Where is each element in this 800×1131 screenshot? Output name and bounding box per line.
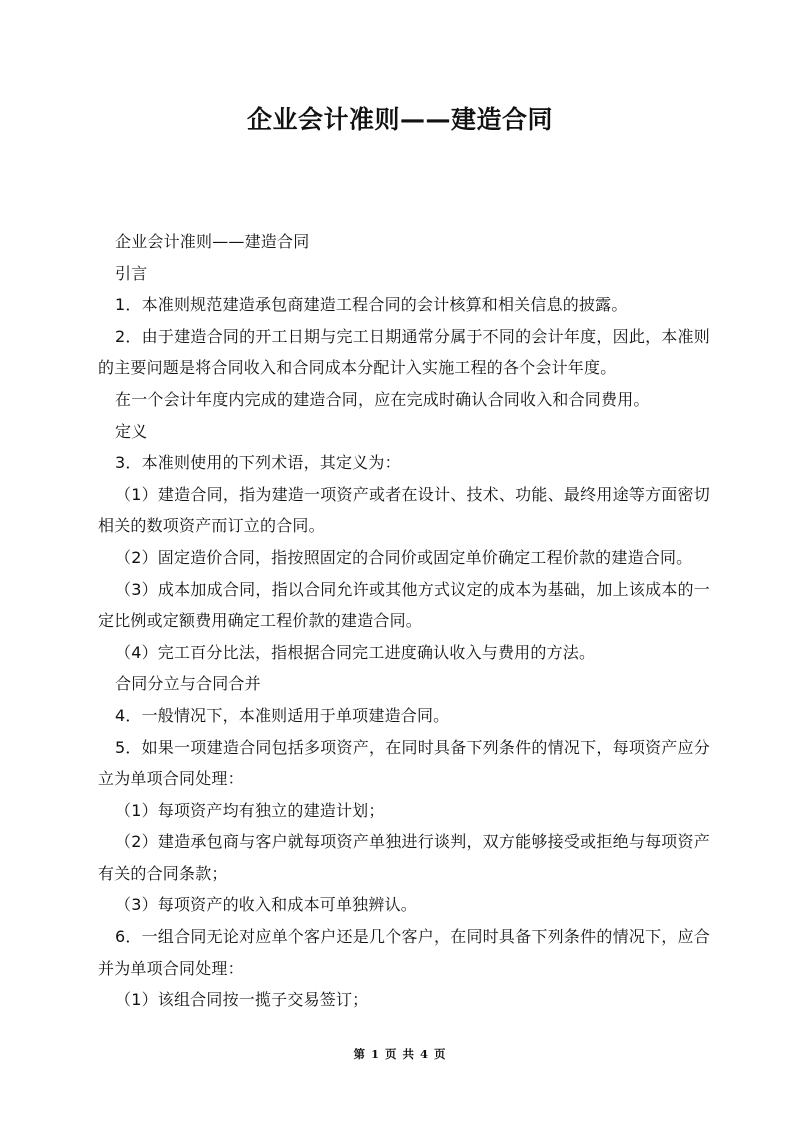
paragraph-condition-6-1: （1）该组合同按一揽子交易签订； — [115, 990, 369, 1010]
paragraph-definition-1: （1）建造合同，指为建造一项资产或者在设计、技术、功能、最终用途等方面密切相关的数项资产而订立的合同。 — [98, 484, 710, 536]
paragraph-clause-2-note: 在一个会计年度内完成的建造合同，应在完成时确认合同收入和合同费用。 — [115, 389, 650, 409]
paragraph-heading-repeat: 企业会计准则——建造合同 — [115, 232, 310, 251]
paragraph-clause-5: 5．如果一项建造合同包括多项资产，在同时具备下列条件的情况下，每项资产应分立为单项合同处理： — [98, 737, 710, 789]
paragraph-condition-5-2: （2）建造承包商与客户就每项资产单独进行谈判，双方能够接受或拒绝与每项资产有关的合同条款； — [98, 832, 710, 883]
paragraph-clause-1: 1．本准则规范建造承包商建造工程合同的会计核算和相关信息的披露。 — [115, 295, 628, 315]
page-number-footer: 第 1 页 共 4 页 — [353, 1047, 447, 1061]
section-heading-definitions: 定义 — [115, 421, 148, 441]
paragraph-clause-6: 6．一组合同无论对应单个客户还是几个客户，在同时具备下列条件的情况下，应合并为单项合同处理： — [98, 927, 710, 978]
paragraph-clause-4: 4．一般情况下，本准则适用于单项建造合同。 — [115, 705, 450, 725]
paragraph-clause-3: 3．本准则使用的下列术语，其定义为： — [115, 453, 401, 473]
document-body — [98, 226, 710, 1016]
section-heading-split-merge: 合同分立与合同合并 — [115, 674, 261, 694]
paragraph-definition-4: （4）完工百分比法，指根据合同完工进度确认收入与费用的方法。 — [115, 642, 596, 662]
paragraph-definition-3: （3）成本加成合同，指以合同允许或其他方式议定的成本为基础，加上该成本的一定比例或定额费用确定工程价款的建造合同。 — [98, 579, 710, 631]
paragraph-condition-5-3: （3）每项资产的收入和成本可单独辨认。 — [115, 895, 417, 915]
section-heading-introduction: 引言 — [115, 263, 148, 283]
paragraph-clause-2: 2．由于建造合同的开工日期与完工日期通常分属于不同的会计年度，因此，本准则的主要问题是将合同收入和合同成本分配计入实施工程的各个会计年度。 — [98, 326, 710, 378]
paragraph-definition-2: （2）固定造价合同，指按照固定的合同价或固定单价确定工程价款的建造合同。 — [115, 547, 693, 567]
paragraph-condition-5-1: （1）每项资产均有独立的建造计划； — [115, 800, 385, 820]
document-title: 企业会计准则——建造合同 — [246, 105, 553, 134]
